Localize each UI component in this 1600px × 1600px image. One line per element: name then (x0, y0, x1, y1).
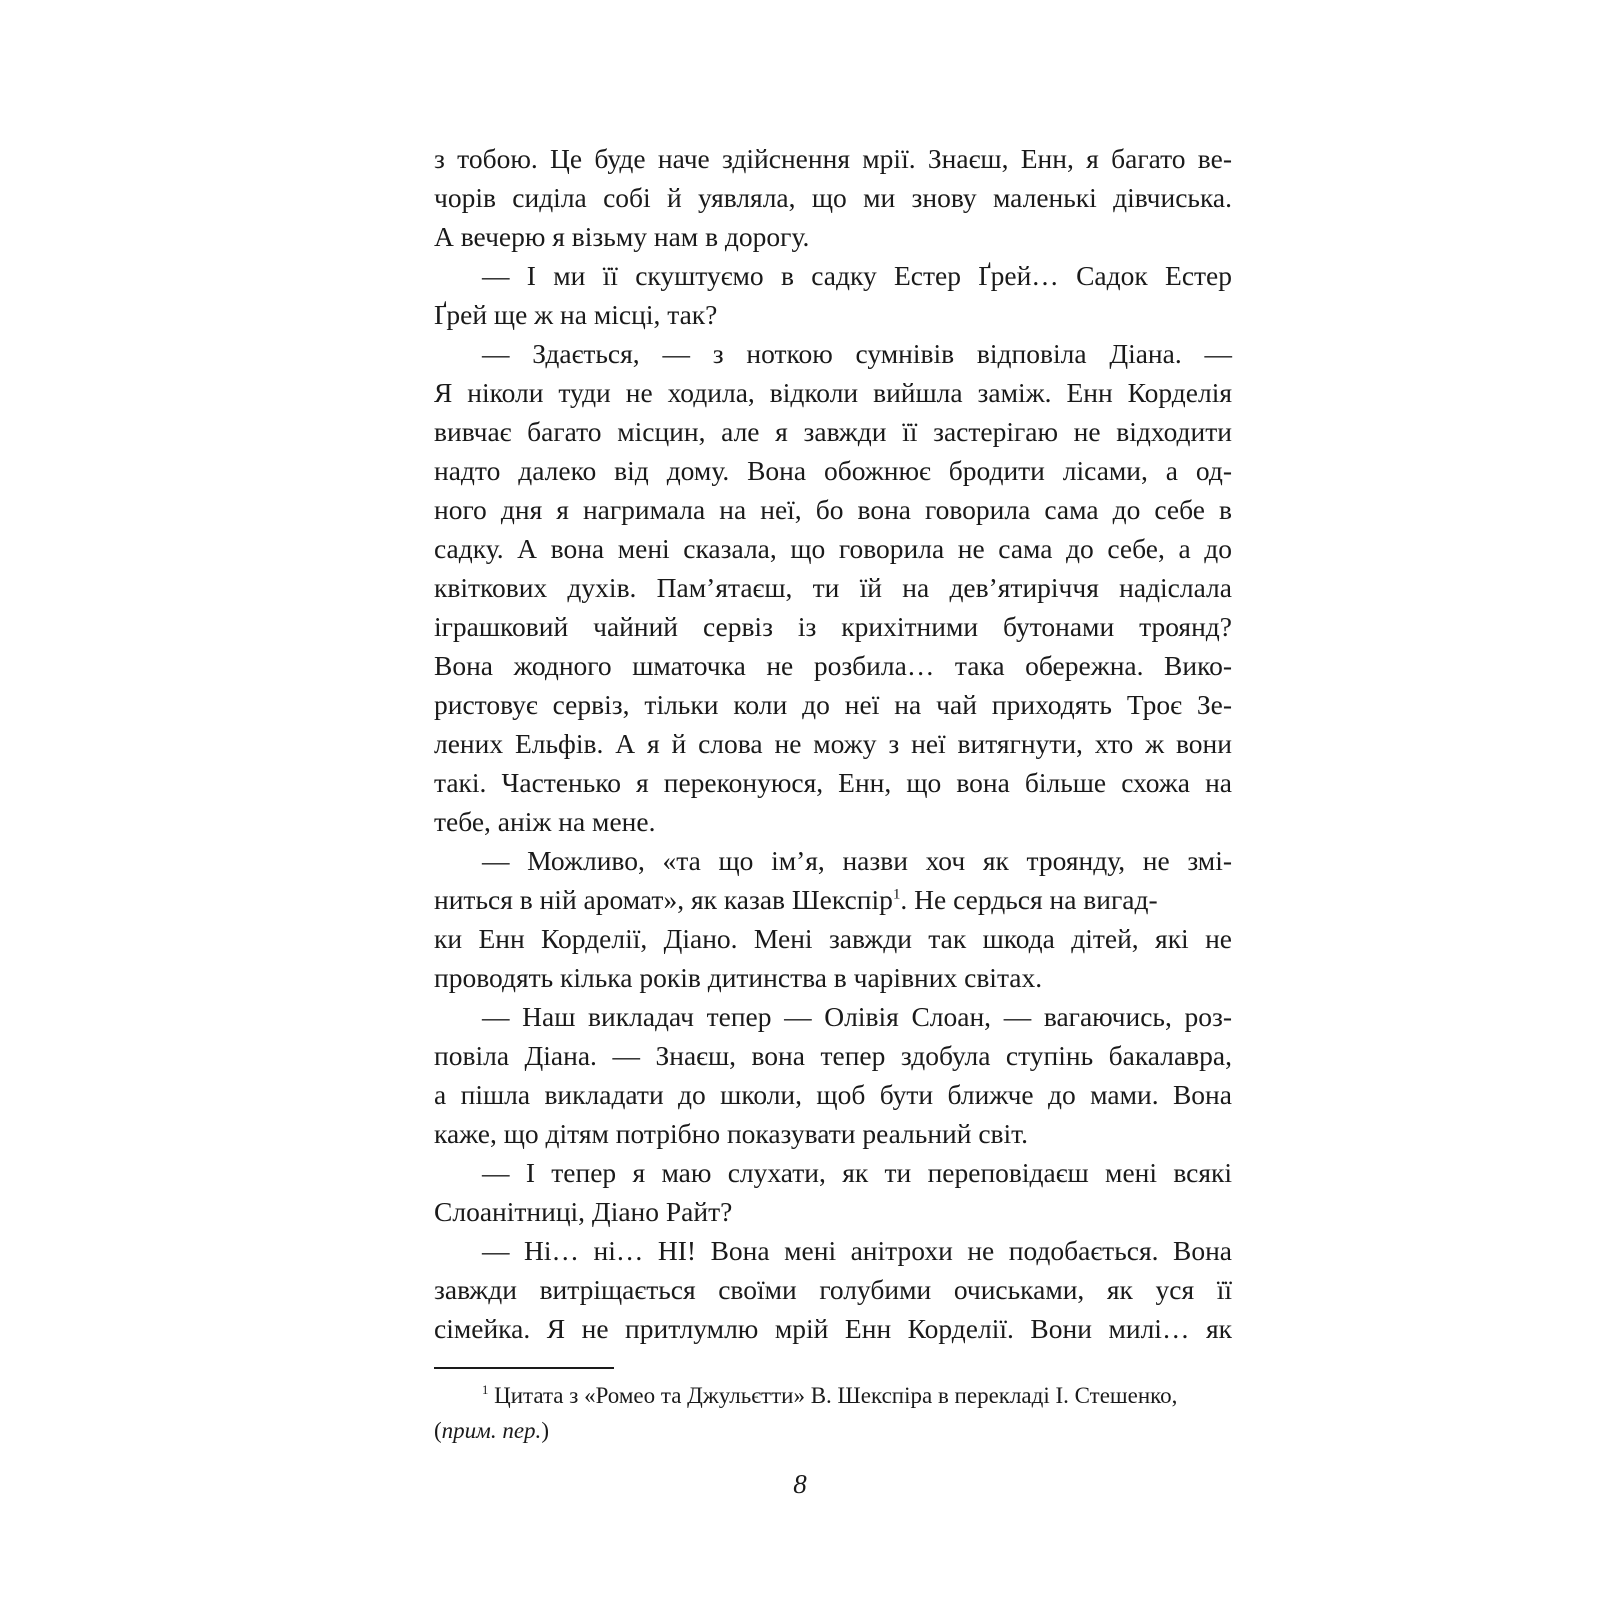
body-text (434, 139, 1232, 1348)
page-number: 8 (793, 1469, 807, 1499)
text-line: — Ні… ні… НІ! Вона мені анітрохи не подобається. Вона (482, 1235, 1232, 1266)
text-line: ристовує сервіз, тільки коли до неї на чай приходять Троє Зе- (434, 689, 1232, 720)
text-line: тебе, аніж на мене. (434, 806, 656, 837)
footnote-marker: 1 (482, 1383, 489, 1398)
text-line: Я ніколи туди не ходила, відколи вийшла заміж. Енн Корделія (434, 377, 1232, 408)
footnote-text: Цитата з «Ромео та Джульєтти» В. Шекспіра в перекладі І. Стешенко, (494, 1383, 1178, 1408)
text-line: — Можливо, «та що ім’я, назви хоч як троянду, не змі- (482, 845, 1232, 876)
text-line: квіткових духів. Пам’ятаєш, ти їй на дев’ятиріччя надіслала (434, 572, 1232, 603)
text-line: завжди витріщається своїми голубими очиськами, як уся її (434, 1274, 1232, 1305)
text-line: чорів сиділа собі й уявляла, що ми знову маленькі дівчиська. (434, 182, 1232, 213)
text-line: проводять кілька років дитинства в чарівних світах. (434, 962, 1043, 993)
text-line: з тобою. Це буде наче здійснення мрії. Знаєш, Енн, я багато ве- (434, 143, 1232, 174)
text-line: сімейка. Я не притлумлю мрій Енн Корделії. Вони милі… як (434, 1313, 1232, 1344)
footnote-paren: ) (541, 1418, 549, 1443)
footnote (434, 1378, 1232, 1448)
footnote-divider (434, 1367, 614, 1369)
text-line: — Наш викладач тепер — Олівія Слоан, — вагаючись, роз- (482, 1001, 1232, 1032)
text-line: Слоанітниці, Діано Райт? (434, 1196, 733, 1227)
text-line: лених Ельфів. А я й слова не можу з неї витягнути, хто ж вони (434, 728, 1232, 759)
text-line: такі. Частенько я переконуюся, Енн, що вона більше схожа на (434, 767, 1232, 798)
text-line: садку. А вона мені сказала, що говорила не сама до себе, а до (434, 533, 1232, 564)
text-line: Ґрей ще ж на місці, так? (434, 299, 718, 330)
text-line: а пішла викладати до школи, щоб бути ближче до мами. Вона (434, 1079, 1232, 1110)
text-line: ного дня я нагримала на неї, бо вона говорила сама до себе в (434, 494, 1232, 525)
text-line: іграшковий чайний сервіз із крихітними бутонами троянд? (434, 611, 1232, 642)
text-line: вивчає багато місцин, але я завжди її застерігаю не відходити (434, 416, 1232, 447)
text-line: ки Енн Корделії, Діано. Мені завжди так шкода дітей, які не (434, 923, 1232, 954)
text-segment: . Не сердься на вигад- (900, 884, 1158, 915)
footnote-note: прим. пер. (441, 1418, 542, 1443)
text-line: каже, що дітям потрібно показувати реальний світ. (434, 1118, 1029, 1149)
text-line: — І ми її скуштуємо в садку Естер Ґрей… Садок Естер (482, 260, 1232, 291)
footnote-paren: ( (434, 1418, 442, 1443)
text-line (434, 880, 1232, 919)
text-line: — І тепер я маю слухати, як ти переповідаєш мені всякі (482, 1157, 1232, 1188)
text-segment: ниться в ній аромат», як казав Шекспір (434, 884, 893, 915)
footnote-reference[interactable]: 1 (892, 886, 901, 903)
text-line: надто далеко від дому. Вона обожнює бродити лісами, а од- (434, 455, 1232, 486)
footnote-line (434, 1413, 1232, 1448)
text-line: Вона жодного шматочка не розбила… така обережна. Вико- (434, 650, 1232, 681)
footnote-line (434, 1378, 1232, 1413)
text-line: А вечерю я візьму нам в дорогу. (434, 221, 810, 252)
text-line: — Здається, — з ноткою сумнівів відповіла Діана. — (482, 338, 1232, 369)
text-line: повіла Діана. — Знаєш, вона тепер здобула ступінь бакалавра, (434, 1040, 1232, 1071)
